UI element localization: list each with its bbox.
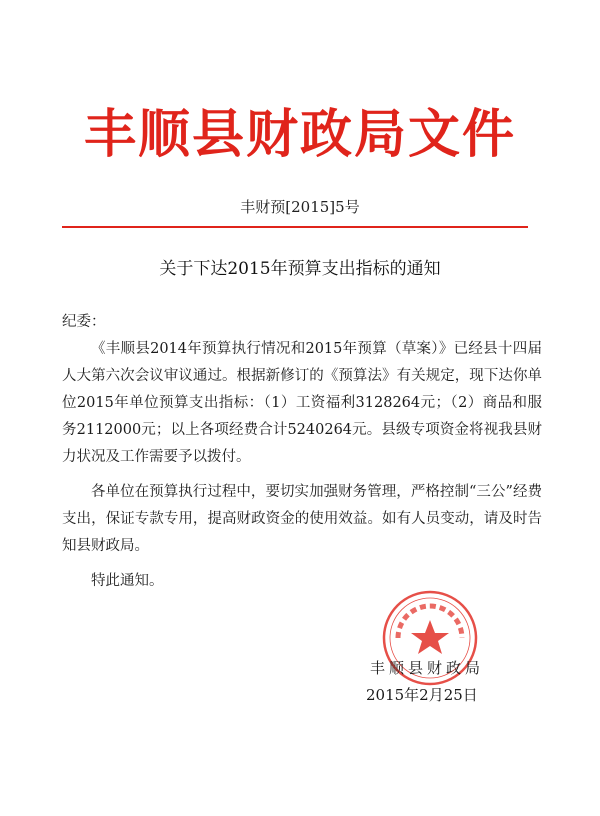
salutation: 纪委：	[62, 314, 106, 330]
issuer-name: 丰顺县财政局	[370, 659, 485, 677]
issue-date: 2015年2月25日	[366, 686, 478, 704]
body-paragraph: 特此通知。	[91, 573, 164, 589]
document-header-title: 丰顺县财政局文件	[83, 104, 516, 165]
body-paragraph: 《丰顺县2014年预算执行情况和2015年预算（草案）》已经县十四届人大第六次会议审议通过。根据新修订的《预算法》有关规定，现下达你单位2015年单位预算支出指标：（1）工资福利3128264元；（2）商品和服务2112000元；以上各项经费合计5240264元。县级专项资金将视我县财力状况及工作需要予以拨付。	[62, 341, 542, 465]
body-paragraph: 各单位在预算执行过程中，要切实加强财务管理，严格控制“三公”经费支出，保证专款专用，提高财政资金的使用效益。如有人员变动，请及时告知县财政局。	[62, 484, 542, 554]
header-divider	[62, 226, 528, 228]
document-number: 丰财预[2015]5号	[240, 198, 360, 216]
document-body	[62, 309, 542, 595]
notice-title: 关于下达2015年预算支出指标的通知	[159, 259, 441, 279]
